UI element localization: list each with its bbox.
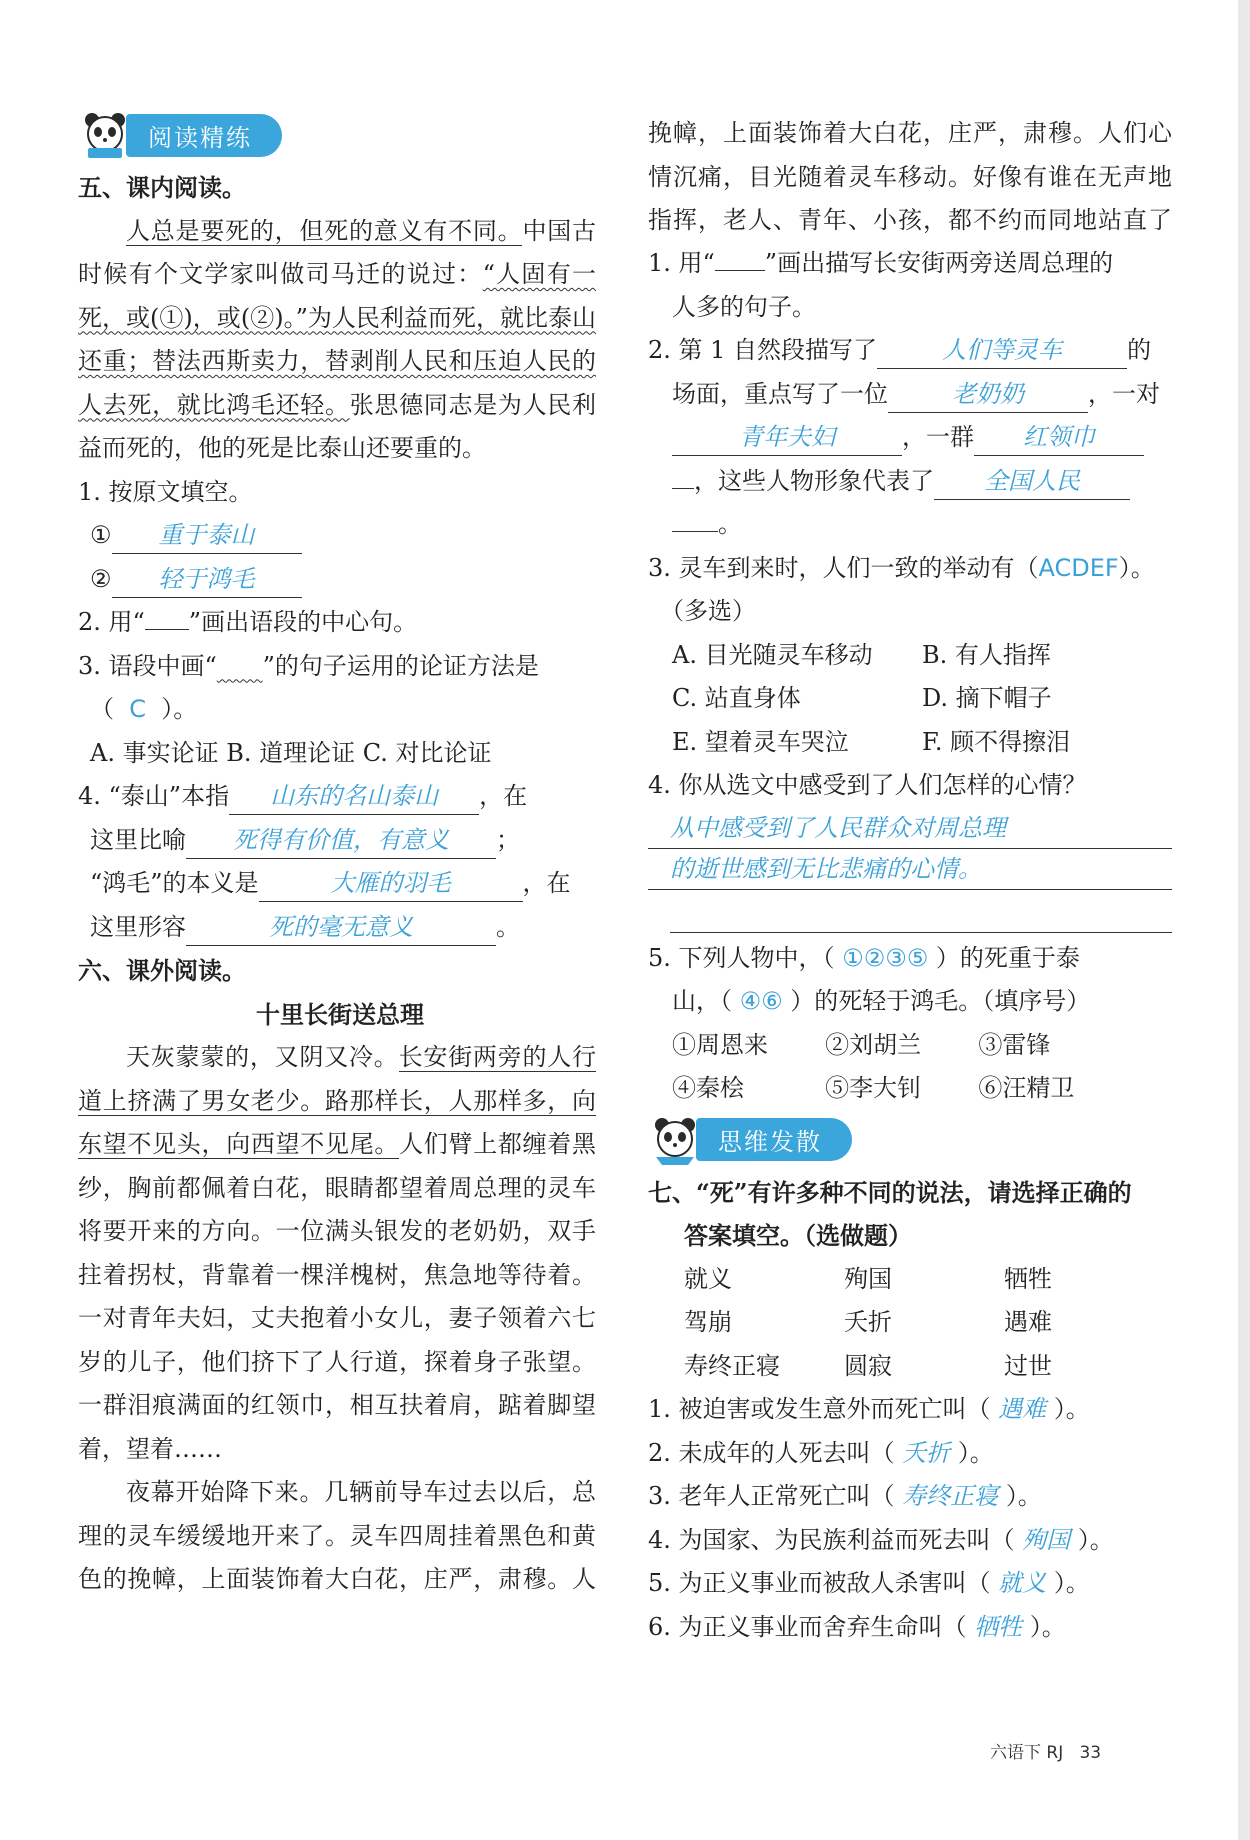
edition-label: RJ — [1046, 1743, 1064, 1763]
page-edge — [1238, 0, 1250, 1840]
passage-sentence: 人总是要死的，但死的意义有不同。 — [126, 216, 523, 245]
answer-blank[interactable]: 青年夫妇 — [672, 419, 902, 456]
s6-q3-options: A. 目光随灵车移动 B. 有人指挥 — [672, 640, 1051, 669]
s6-q1-cont: 人多的句子。 — [672, 292, 816, 321]
s5-q3-options: A. 事实论证 B. 道理论证 C. 对比论证 — [90, 738, 492, 767]
section-7-title-cont: 答案填空。（选做题） — [684, 1221, 912, 1250]
passage-sentence: “人固有一死，或(①)，或(②)。” — [78, 260, 596, 332]
passage-sentence: 中国古时候有个文学家叫做司马迁的说过： — [78, 216, 597, 288]
s5-q4-line: 这里比喻 死得有价值，有意义 ； — [78, 819, 602, 863]
s6-q3-note: （多选） — [660, 597, 756, 625]
s7-question: 1. 被迫害或发生意外而死亡叫（ 遇难 ）。 — [648, 1395, 1090, 1423]
section-5-title: 五、课内阅读。 — [78, 173, 246, 202]
answer-blank[interactable]: 死的毫无意义 — [186, 909, 496, 946]
handwritten-answer[interactable]: 夭折 — [902, 1438, 951, 1467]
s6-q4-empty-line[interactable] — [670, 890, 1172, 933]
handwritten-answer[interactable]: ACDEF — [1038, 553, 1119, 582]
s7-question: 6. 为正义事业而舍弃生命叫（ 牺牲 ）。 — [648, 1612, 1066, 1641]
section-5-passage — [78, 210, 596, 471]
s6-question-2: 2. 第 1 自然段描写了 人们等灵车 的 — [648, 329, 1172, 373]
s6-question-4: 4. 你从选文中感受到了人们怎样的心情？ — [648, 771, 1087, 799]
word-option: 圆寂 — [844, 1351, 892, 1380]
handwritten-answer[interactable]: ①②③⑤ — [842, 943, 929, 972]
answer-blank[interactable]: 全国人民 — [934, 463, 1130, 500]
left-column — [78, 112, 602, 1601]
passage-sentence: 为人民利益而死，就比泰山还重；替法西斯卖力，替剥削人民和压迫人民的人去死，就比鸿毛还轻。 — [78, 303, 596, 419]
panda-mascot-icon — [648, 1113, 702, 1167]
answer-blank[interactable]: 轻于鸿毛 — [112, 561, 302, 598]
handwritten-answer[interactable]: ④⑥ — [739, 987, 783, 1015]
s5-question-2: 2. 用“ ”画出语段的中心句。 — [78, 608, 418, 636]
s6-question-5: 5. 下列人物中，（ ①②③⑤ ）的死重于泰 — [648, 943, 1080, 972]
s6-q5-people: ④秦桧 ⑤李大钊 ⑥汪精卫 — [672, 1074, 1075, 1102]
reading-banner — [78, 112, 282, 158]
answer-blank[interactable]: 死得有价值，有意义 — [186, 822, 496, 859]
right-column — [648, 112, 1172, 1649]
word-option: 寿终正寝 — [684, 1351, 780, 1380]
s5-question-4: 4. “泰山”本指 山东的名山泰山 ，在 — [78, 775, 602, 819]
word-option: 过世 — [1004, 1351, 1052, 1380]
s6-q3-options: C. 站直身体 D. 摘下帽子 — [672, 684, 1052, 712]
answer-blank[interactable]: 山东的名山泰山 — [229, 778, 479, 815]
answer-blank[interactable]: 人们等灵车 — [877, 332, 1127, 369]
s5-question-1: 1. 按原文填空。 — [78, 477, 253, 506]
s7-question: 5. 为正义事业而被敌人杀害叫（ 就义 ）。 — [648, 1569, 1090, 1597]
s7-question: 2. 未成年的人死去叫（ 夭折 ）。 — [648, 1438, 994, 1467]
s6-q2-line: 。 — [648, 503, 1172, 547]
s6-q2-line: 场面，重点写了一位 老奶奶 ，一对 — [648, 373, 1172, 417]
s6-q2-line: ，这些人物形象代表了 全国人民 — [648, 460, 1172, 504]
word-option: 殉国 — [844, 1264, 892, 1293]
s6-q2-line: 青年夫妇 ，一群 红领巾 — [648, 416, 1172, 460]
word-option: 就义 — [684, 1264, 732, 1293]
s5-q3-answer: （ C ）。 — [90, 695, 198, 723]
s6-q4-answer-line[interactable]: 的逝世感到无比悲痛的心情。 — [648, 849, 1172, 890]
answer-blank[interactable]: 重于泰山 — [112, 517, 302, 554]
answer-blank[interactable]: 大雁的羽毛 — [259, 865, 523, 902]
article-title: 十里长街送总理 — [256, 999, 424, 1029]
handwritten-answer[interactable]: C — [129, 695, 147, 723]
page-number: 33 — [1079, 1743, 1102, 1763]
s7-question: 3. 老年人正常死亡叫（ 寿终正寝 ）。 — [648, 1482, 1042, 1510]
article-paragraph-2-continued: 挽幛，上面装饰着大白花，庄严，肃穆。人们心情沉痛，目光随着灵车移动。好像有谁在无声地指挥，老人、青年、小孩，都不约而同地站直了 — [648, 119, 1172, 234]
s6-q4-answer-line[interactable]: 从中感受到了人民群众对周总理 — [648, 808, 1172, 849]
section-6-title: 六、课外阅读。 — [78, 956, 246, 985]
answer-blank[interactable]: 红领巾 — [974, 419, 1144, 456]
s5-question-3: 3. 语段中画“ ”的句子运用的论证方法是 — [78, 651, 539, 680]
handwritten-answer[interactable]: 牺牲 — [974, 1612, 1023, 1641]
article-paragraph-2: 夜幕开始降下来。几辆前导车过去以后，总理的灵车缓缓地开来了。灵车四周挂着黑色和黄色的挽幛，上面装饰着大白花，庄严，肃穆。人 — [78, 1478, 596, 1593]
section-7-title: 七、“死”有许多种不同的说法，请选择正确的 — [648, 1177, 1132, 1207]
s6-question-1: 1. 用“ ”画出描写长安街两旁送周总理的 — [648, 249, 1114, 277]
s6-q5-people: ①周恩来 ②刘胡兰 ③雷锋 — [672, 1030, 1051, 1059]
passage-sentence: 张思德同志是为人民利益而死的，他的死是比泰山还要重的。 — [78, 390, 597, 462]
book-label: 六语下 — [990, 1743, 1041, 1763]
panda-mascot-icon — [78, 108, 132, 162]
s5-q1-item: ② 轻于鸿毛 — [78, 558, 602, 602]
word-option: 牺牲 — [1004, 1264, 1052, 1293]
banner-label: 阅读精练 — [126, 114, 282, 157]
s6-q5-cont: 山，（ ④⑥ ）的死轻于鸿毛。（填序号） — [672, 987, 1091, 1015]
word-bank — [648, 1258, 1172, 1389]
article-paragraph-1: 天灰蒙蒙的，又阴又冷。长安街两旁的人行道上挤满了男女老少。路那样长，人那样多，向东望不见头，向西望不见尾。人们臂上都缠着黑纱，胸前都佩着白花，眼睛都望着周总理的灵车将要开来的方向。一位满头银发的老奶奶，双手拄着拐杖，背靠着一棵洋槐树，焦急地等待着。一对青年夫妇，丈夫抱着小女儿，妻子领着六七岁的儿子，他们挤下了人行道，探着身子张望。一群泪痕满面的红领巾，相互扶着肩，踮着脚望着，望着…… — [78, 1043, 597, 1463]
s6-question-3: 3. 灵车到来时，人们一致的举动有（ACDEF）。 — [648, 553, 1155, 582]
s6-q3-options: E. 望着灵车哭泣 F. 顾不得擦泪 — [672, 727, 1071, 756]
s5-q4-line: 这里形容 死的毫无意义 。 — [78, 906, 602, 950]
word-option: 驾崩 — [684, 1308, 732, 1336]
handwritten-answer[interactable]: 寿终正寝 — [902, 1482, 999, 1510]
word-option: 夭折 — [844, 1308, 892, 1336]
s7-question: 4. 为国家、为民族利益而死去叫（ 殉国 ）。 — [648, 1525, 1114, 1554]
word-option: 遇难 — [1004, 1308, 1052, 1336]
answer-blank[interactable]: 老奶奶 — [888, 376, 1088, 413]
handwritten-answer[interactable]: 遇难 — [998, 1395, 1047, 1423]
thinking-banner — [648, 1117, 852, 1163]
handwritten-answer[interactable]: 殉国 — [1022, 1525, 1071, 1554]
s5-q4-line: “鸿毛”的本义是 大雁的羽毛 ，在 — [78, 862, 602, 906]
handwritten-answer[interactable]: 就义 — [998, 1569, 1047, 1597]
page-footer — [990, 1738, 1101, 1763]
s5-q1-item: ① 重于泰山 — [78, 514, 602, 558]
banner-label: 思维发散 — [696, 1118, 852, 1161]
